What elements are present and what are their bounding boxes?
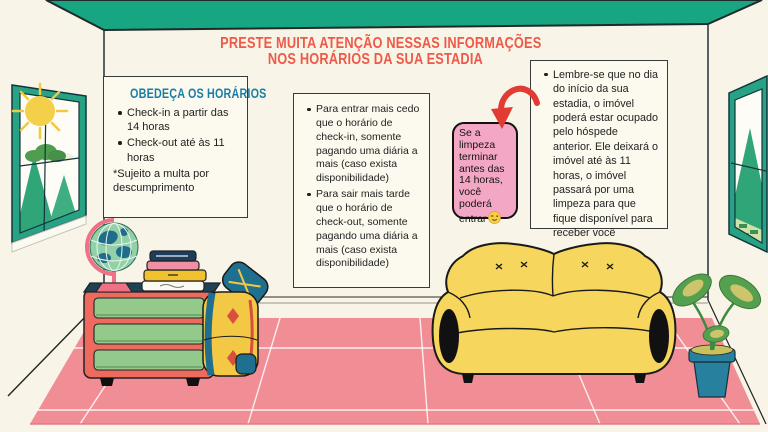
globe [87, 220, 138, 292]
policy-box [293, 93, 430, 288]
page-title-line2: NOS HORÁRIOS DA SUA ESTADIA [267, 51, 483, 68]
schedule-item: Check-in a partir das 14 horas [117, 106, 238, 134]
dresser [84, 283, 220, 386]
book-stack [142, 251, 206, 291]
schedule-item: Check-out até às 11 horas [117, 136, 238, 164]
schedule-footnote: *Sujeito a multa por descumprimento [113, 167, 209, 194]
schedule-list [113, 106, 238, 164]
sun-icon [13, 84, 67, 138]
wink-emoji-icon [488, 211, 501, 224]
schedule-box [103, 76, 267, 218]
policy-item: Para entrar mais cedo que o horário de check-in, somente pagando uma diária a mais (caso exista disponibilidade) [306, 103, 421, 186]
page-title-line1: PRESTE MUITA ATENÇÃO NESSAS INFORMAÇÕES [220, 35, 542, 52]
schedule-box-heading: OBEDEÇA OS HORÁRIOS [130, 86, 267, 101]
policy-list [302, 103, 421, 271]
page-title [180, 36, 570, 68]
ceiling [46, 0, 762, 30]
couch [433, 243, 676, 383]
reminder-item: Lembre-se que no dia do início da sua estadia, o imóvel poderá estar ocupado pelo hóspede anterior. Ele deixará o imóvel até às 11 horas, o imóvel passará por uma limpeza para que fique disponível para receber você [543, 68, 659, 240]
left-window [12, 84, 86, 252]
cleaning-bubble [452, 122, 518, 226]
reminder-box [530, 60, 668, 239]
reminder-list [539, 68, 659, 240]
cleaning-bubble-text: Se a limpeza terminar antes das 14 horas, você poderá entrar [459, 127, 505, 226]
policy-item: Para sair mais tarde que o horário de check-out, somente pagando uma diária a mais (caso exista disponibilidade) [306, 188, 421, 271]
right-window [729, 76, 768, 252]
